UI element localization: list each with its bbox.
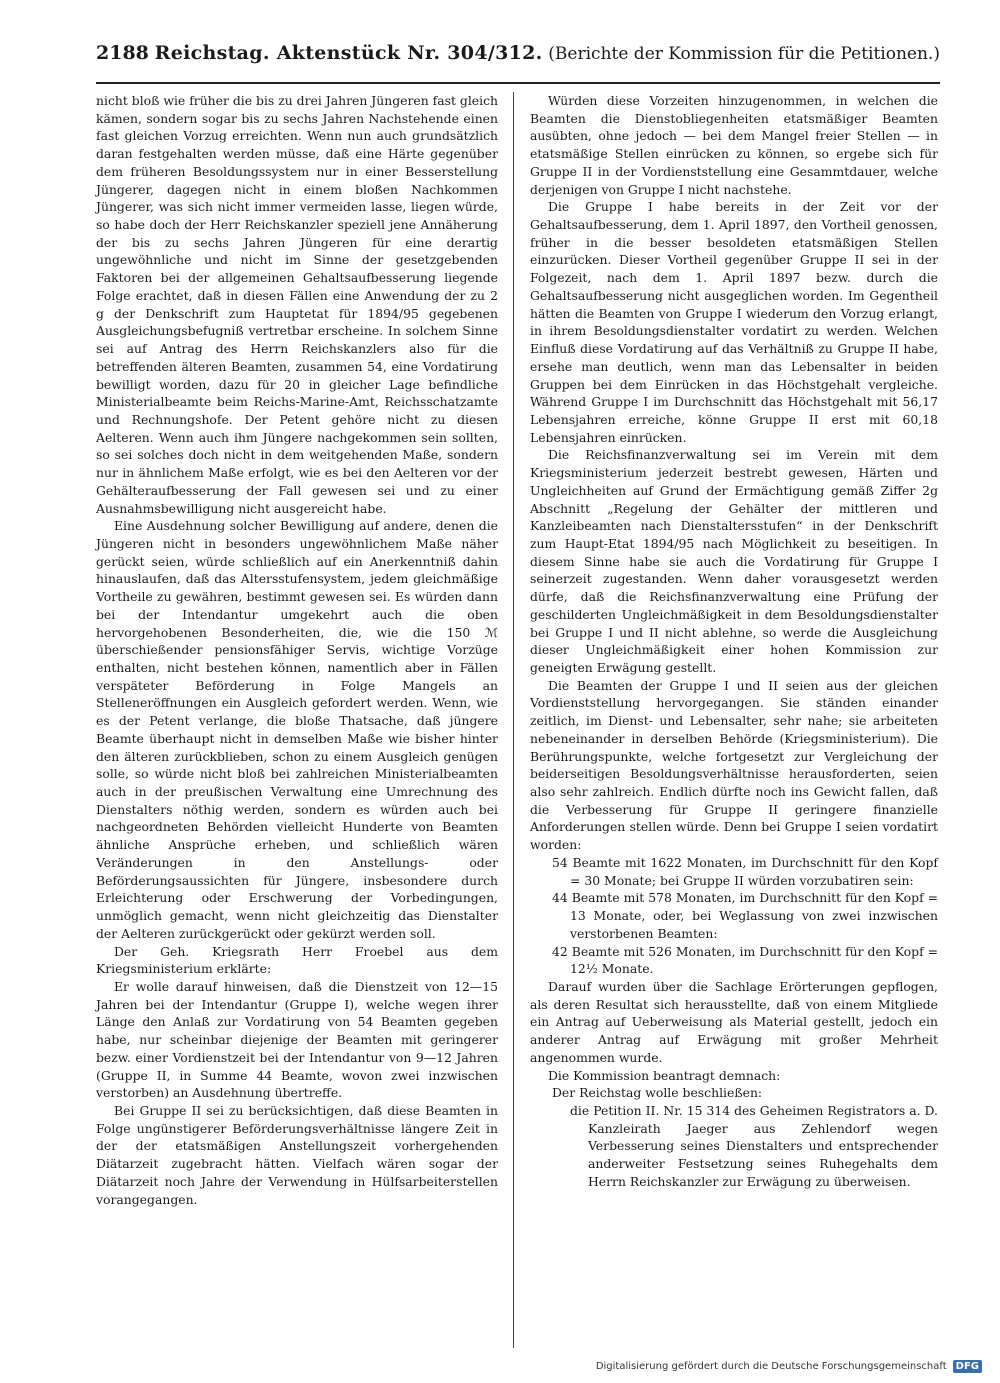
left-column xyxy=(96,92,498,1208)
page-header xyxy=(96,42,940,78)
paragraph: Die Beamten der Gruppe I und II seien aus der gleichen Vordienststellung hervorgegangen. Sie ständen einander zeitlich, im Dienst- und Lebensalter, sehr nahe; sie arbeiteten nebeneinander in derselben Behörde (Kriegsministerium). Die Berührungspunkte, welche fortgesetzt zur Vergleichung der beiderseitigen Besoldungsverhältnisse herausforderten, seien also sehr zahlreich. Endlich dürfte noch ins Gewicht fallen, daß die Verbesserung für Gruppe II geringere finanzielle Anforderungen stellen würde. Denn bei Gruppe I seien vordatirt worden: xyxy=(530,677,938,853)
page-subtitle: (Berichte der Kommission für die Petitionen.) xyxy=(548,44,940,64)
footer xyxy=(596,1357,982,1375)
page-title: Reichstag. Aktenstück Nr. 304/312. xyxy=(154,42,543,64)
footer-text: Digitalisierung gefördert durch die Deutsche Forschungsgemeinschaft xyxy=(595,1360,947,1372)
list-item: 54 Beamte mit 1622 Monaten, im Durchschnitt für den Kopf = 30 Monate; bei Gruppe II würden vorzubatiren sein: xyxy=(552,854,938,888)
paragraph: Darauf wurden über die Sachlage Erörterungen gepflogen, als deren Resultat sich herausstellte, daß von einem Mitgliede ein Antrag auf Ueberweisung als Material gestellt, jedoch ein anderer Antrag auf Erwägung mit großer Mehrheit angenommen wurde. xyxy=(530,978,938,1065)
header-rule xyxy=(96,82,940,84)
paragraph: nicht bloß wie früher die bis zu drei Jahren Jüngeren fast gleich kämen, sondern sogar bis zu sechs Jahren Nachstehende einen fast gleichen Vorzug erreichten. Wenn nun auch grundsätzlich daran festgehalten werden müsse, daß eine Härte gegenüber dem früheren Besoldungssystem nur in einer Besserstellung Jüngerer, dagegen nicht in einem bloßen Nachkommen Jüngerer, was sich nicht immer vermeiden lasse, liegen würde, so habe doch der Herr Reichskanzler speziell jene Annäherung der bis zu sechs Jahren Jüngeren für eine derartig ungewöhnliche und nicht im Sinne der gesetzgebenden Faktoren bei der allgemeinen Gehaltsaufbesserung liegende Folge erachtet, daß in diesen Fällen eine Anwendung der zu 2 g der Denkschrift zum Hauptetat für 1894/95 gegebenen Ausgleichungsbefugniß vertretbar erscheine. In solchem Sinne sei auf Antrag des Herrn Reichskanzlers also für die betreffenden älteren Beamten, zusammen 54, eine Vordatirung bewilligt worden, dazu für 20 in gleicher Lage befindliche Ministerialbeamte beim Reichs-Marine-Amt, Reichsschatzamte und Rechnungshofe. Der Petent gehöre nicht zu diesen Aelteren. Wenn auch ihm Jüngere nachgekommen sein sollten, so sei solches doch nicht in dem weitgehenden Maße, sondern nur in ähnlichem Maße erfolgt, wie es bei den Aelteren vor der Gehälteraufbesserung der Fall gewesen sei und zu einer Ausnahmsbewilligung nicht ausgereicht habe. xyxy=(96,93,498,516)
dfg-logo: DFG xyxy=(953,1360,982,1373)
page-number: 2188 xyxy=(96,42,149,64)
column-divider xyxy=(513,92,514,1348)
motion-text: die Petition II. Nr. 15 314 des Geheimen Registrators a. D. Kanzleirath Jaeger aus Zehlendorf wegen Verbesserung seines Dienstalters und entsprechender anderweiter Festsetzung seines Ruhegehalts dem Herrn Reichskanzler zur Erwägung zu überweisen. xyxy=(570,1102,938,1189)
list-item: 44 Beamte mit 578 Monaten, im Durchschnitt für den Kopf = 13 Monate, oder, bei Weglassung von zwei inzwischen verstorbenen Beamten: xyxy=(552,890,938,941)
paragraph: Er wolle darauf hinweisen, daß die Dienstzeit von 12—15 Jahren bei der Intendantur (Gruppe I), welche wegen ihrer Länge den Anlaß zur Vordatirung von 54 Beamten gegeben habe, nur scheinbar diejenige der Beamten mit geringerer bezw. einer Vordienstzeit bei der Intendantur von 9—12 Jahren (Gruppe II, in Summe 44 Beamte, wovon zwei inzwischen verstorben) an Ausdehnung übertreffe. xyxy=(96,978,498,1101)
paragraph: Bei Gruppe II sei zu berücksichtigen, daß diese Beamten in Folge ungünstigerer Beförderungsverhältnisse längere Zeit in der der etatsmäßigen Anstellungszeit vorhergehenden Diätarzeit zugebracht hätten. Vielfach wären sogar der Diätarzeit noch Jahre der Verwendung in Hülfsarbeiterstellen vorangegangen. xyxy=(96,1102,498,1207)
right-column xyxy=(530,92,938,1191)
paragraph: Die Reichsfinanzverwaltung sei im Verein mit dem Kriegsministerium jederzeit bestrebt gewesen, Härten und Ungleichheiten auf Grund der Ermächtigung gemäß Ziffer 2g Abschnitt „Regelung der Gehälter der mittleren und Kanzleibeamten nach Dienstaltersstufen“ in der Denkschrift zum Haupt-Etat 1894/95 nach Möglichkeit zu beseitigen. In diesem Sinne habe sie auch die Vordatirung für Gruppe I seinerzeit zugestanden. Wenn daher vorausgesetzt werden dürfe, daß die Reichsfinanzverwaltung eine Prüfung der geschilderten Ungleichmäßigkeit in dem Besoldungsdienstalter bei Gruppe I und II nicht ablehne, so werde die Ausgleichung dieser Ungleichmäßigkeit einer hohen Kommission zur geneigten Erwägung gestellt. xyxy=(530,447,938,675)
paragraph: Würden diese Vorzeiten hinzugenommen, in welchen die Beamten die Dienstobliegenheiten etatsmäßiger Beamten ausübten, ohne jedoch — bei dem Mangel freier Stellen — in etatsmäßige Stellen einrücken zu können, so ergebe sich für Gruppe II in der Vordienststellung eine Gesammtdauer, welche derjenigen von Gruppe I nicht nachstehe. xyxy=(530,93,938,197)
paragraph: Die Gruppe I habe bereits in der Zeit vor der Gehaltsaufbesserung, dem 1. April 1897, den Vortheil genossen, früher in die besser besoldeten etatsmäßigen Stellen einzurücken. Dieser Vortheil gegenüber Gruppe II sei in der Folgezeit, nach dem 1. April 1897 bezw. durch die Gehaltsaufbesserung nicht ausgeglichen worden. Im Gegentheil hätten die Beamten von Gruppe I wiederum den Vorzug erlangt, in ihrem Besoldungsdienstalter vordatirt zu werden. Welchen Einfluß diese Vordatirung auf das Verhältniß zu Gruppe II habe, ersehe man deutlich, wenn man das Lebensalter in beiden Gruppen bei dem Einrücken in das Höchstgehalt vergleiche. Während Gruppe I im Durchschnitt das Höchstgehalt mit 56,17 Lebensjahren erreiche, könne Gruppe II erst mit 60,18 Lebensjahren einrücken. xyxy=(530,199,938,445)
paragraph: Der Reichstag wolle beschließen: xyxy=(552,1085,763,1101)
paragraph: Eine Ausdehnung solcher Bewilligung auf andere, denen die Jüngeren nicht in besonders ungewöhnlichem Maße näher gerückt seien, würde schließlich auf ein Anerkenntniß dahin hinauslaufen, daß das Altersstufensystem, jedem gleichmäßige Vortheile zu gewähren, bestimmt gewesen sei. Es würden dann bei der Intendantur umgekehrt auch die oben hervorgehobenen Besonderheiten, die, wie die 150 ℳ überschießender pensionsfähiger Servis, wichtige Vorzüge enthalten, nicht bestehen können, namentlich aber in Fällen verspäteter Beförderung in Folge Mangels an Stelleneröffnungen ein Ausgleich gefordert werden. Wenn, wie es der Petent verlange, die bloße Thatsache, daß jüngere Beamte überhaupt nicht in demselben Maße wie bisher hinter den älteren zurückblieben, schon zu einem Ausgleich genügen solle, so würde nicht bloß bei zahlreichen Ministerialbeamten auch in der preußischen Verwaltung eine Umrechnung des Dienstalters nöthig werden, sondern es würden auch bei nachgeordneten Behörden vielleicht Hunderte von Beamten ähnliche Ansprüche erheben, und schließlich wären Veränderungen in den Anstellungs- oder Beförderungsaussichten für Jüngere, insbesondere durch Erleichterung oder Erschwerung der Vorbedingungen, unmöglich gemacht, wenn nicht gleichzeitig das Dienstalter der Aelteren zurückgerückt oder gekürzt werden soll. xyxy=(96,518,498,941)
list-item: 42 Beamte mit 526 Monaten, im Durchschnitt für den Kopf = 12½ Monate. xyxy=(552,943,938,977)
paragraph: Der Geh. Kriegsrath Herr Froebel aus dem Kriegsministerium erklärte: xyxy=(96,943,498,977)
paragraph: Die Kommission beantragt demnach: xyxy=(548,1067,781,1083)
